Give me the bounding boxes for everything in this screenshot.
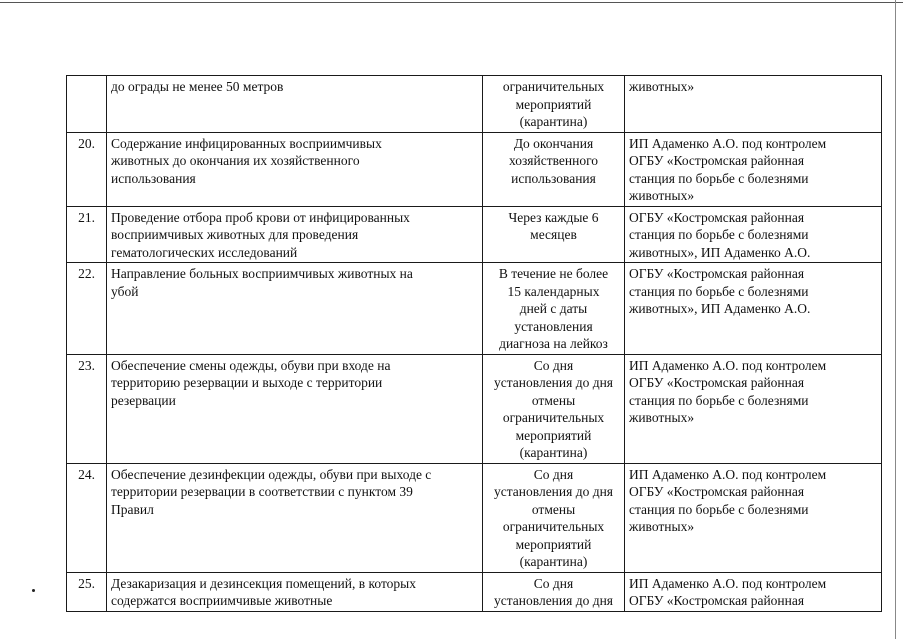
measure-responsible: ИП Адаменко А.О. под контролем ОГБУ «Костромская районная станция по борьбе с болезнями животных»	[625, 132, 882, 206]
table-row	[67, 263, 882, 355]
scan-edge-right	[895, 0, 896, 639]
table-row	[67, 206, 882, 263]
row-number: 20.	[67, 132, 107, 206]
table-row	[67, 572, 882, 611]
measure-term: Через каждые 6 месяцев	[483, 206, 625, 263]
measure-term: ограничительных мероприятий (карантина)	[483, 76, 625, 133]
table-row	[67, 76, 882, 133]
measure-responsible: ОГБУ «Костромская районная станция по борьбе с болезнями животных», ИП Адаменко А.О.	[625, 263, 882, 355]
measure-description: Направление больных восприимчивых животных на убой	[107, 263, 483, 355]
measure-description: Обеспечение дезинфекции одежды, обуви при выходе с территории резервации в соответствии с пунктом 39 Правил	[107, 463, 483, 572]
measure-term: До окончания хозяйственного использования	[483, 132, 625, 206]
table-row	[67, 132, 882, 206]
measure-responsible: животных»	[625, 76, 882, 133]
measure-description: Дезакаризация и дезинсекция помещений, в которых содержатся восприимчивые животные	[107, 572, 483, 611]
measure-term: В течение не более 15 календарных дней с даты установления диагноза на лейкоз	[483, 263, 625, 355]
row-number: 22.	[67, 263, 107, 355]
scan-edge-top	[0, 2, 903, 3]
row-number: 25.	[67, 572, 107, 611]
measure-description: Обеспечение смены одежды, обуви при входе на территорию резервации и выходе с территории резервации	[107, 354, 483, 463]
row-number: 21.	[67, 206, 107, 263]
measure-term: Со дня установления до дня отмены ограничительных мероприятий (карантина)	[483, 354, 625, 463]
measure-responsible: ИП Адаменко А.О. под контролем ОГБУ «Костромская районная станция по борьбе с болезнями животных»	[625, 354, 882, 463]
measure-description: Проведение отбора проб крови от инфицированных восприимчивых животных для проведения гематологических исследований	[107, 206, 483, 263]
scan-speck	[32, 589, 35, 592]
measure-responsible: ИП Адаменко А.О. под контролем ОГБУ «Костромская районная	[625, 572, 882, 611]
measure-description: Содержание инфицированных восприимчивых животных до окончания их хозяйственного использования	[107, 132, 483, 206]
table-row	[67, 463, 882, 572]
measures-table	[66, 75, 882, 612]
row-number: 24.	[67, 463, 107, 572]
measure-description: до ограды не менее 50 метров	[107, 76, 483, 133]
table-row	[67, 354, 882, 463]
measure-term: Со дня установления до дня отмены ограничительных мероприятий (карантина)	[483, 463, 625, 572]
measure-responsible: ИП Адаменко А.О. под контролем ОГБУ «Костромская районная станция по борьбе с болезнями животных»	[625, 463, 882, 572]
row-number	[67, 76, 107, 133]
row-number: 23.	[67, 354, 107, 463]
measure-responsible: ОГБУ «Костромская районная станция по борьбе с болезнями животных», ИП Адаменко А.О.	[625, 206, 882, 263]
measure-term: Со дня установления до дня	[483, 572, 625, 611]
